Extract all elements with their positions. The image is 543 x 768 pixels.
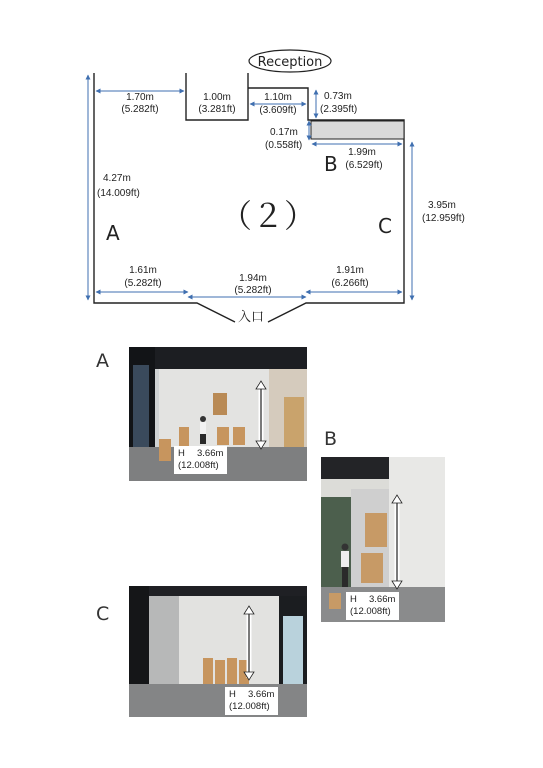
room-number: （２） [219,197,317,235]
dim-top-d-m: 0.73m [324,91,352,102]
dim-top-b-ft: (3.281ft) [198,104,236,115]
dim-top-a-m: 1.70m [126,92,154,103]
photo-a-height-ft: (12.008ft) [178,460,219,471]
photo-c-height-box [225,687,278,715]
photo-b-height-m: H 3.66m [350,594,396,605]
photo-a-height-box [174,446,227,474]
dim-top-b-m: 1.00m [203,92,231,103]
wall-label-b: B [324,152,338,176]
photo-a-tag: A [96,350,109,372]
photo-b-tag: B [324,428,338,450]
dim-step-m: 0.17m [270,127,298,138]
wall-label-c: C [378,214,392,238]
photo-c-tag: C [96,603,110,625]
dim-left-h-ft: (14.009ft) [97,188,140,199]
wall-label-a: A [106,221,120,245]
dim-bottom-b-ft: (5.282ft) [234,285,272,296]
photo-c [129,586,307,717]
dim-bottom-c-m: 1.91m [336,265,364,276]
dim-right-h-m: 3.95m [428,200,456,211]
dim-top-a-ft: (5.282ft) [121,104,159,115]
dim-top-c-ft: (3.609ft) [259,105,297,116]
dim-top-d-ft: (2.395ft) [320,104,358,115]
photo-a-height-m: H 3.66m [178,448,224,459]
dim-step-ft: (0.558ft) [265,140,303,151]
dim-top-c-m: 1.10m [264,92,292,103]
dim-left-h-m: 4.27m [103,173,131,184]
entrance-label: 入口 [237,310,265,325]
photo-a [129,347,307,481]
step-area [311,121,404,139]
photo-c-image [129,586,307,717]
photo-b-height-ft: (12.008ft) [350,606,391,617]
photo-b-height-box [346,592,399,620]
dim-right-top-ft: (6.529ft) [345,160,383,171]
dim-bottom-a-m: 1.61m [129,265,157,276]
dim-right-h-ft: (12.959ft) [422,213,465,224]
dim-right-top-m: 1.99m [348,147,376,158]
photo-c-height-ft: (12.008ft) [229,701,270,712]
photo-b [321,457,445,622]
photo-c-height-m: H 3.66m [229,689,275,700]
dim-bottom-b-m: 1.94m [239,273,267,284]
floor-plan [0,0,543,340]
dim-bottom-c-ft: (6.266ft) [331,278,369,289]
dim-bottom-a-ft: (5.282ft) [124,278,162,289]
reception-label: Reception [257,55,323,70]
